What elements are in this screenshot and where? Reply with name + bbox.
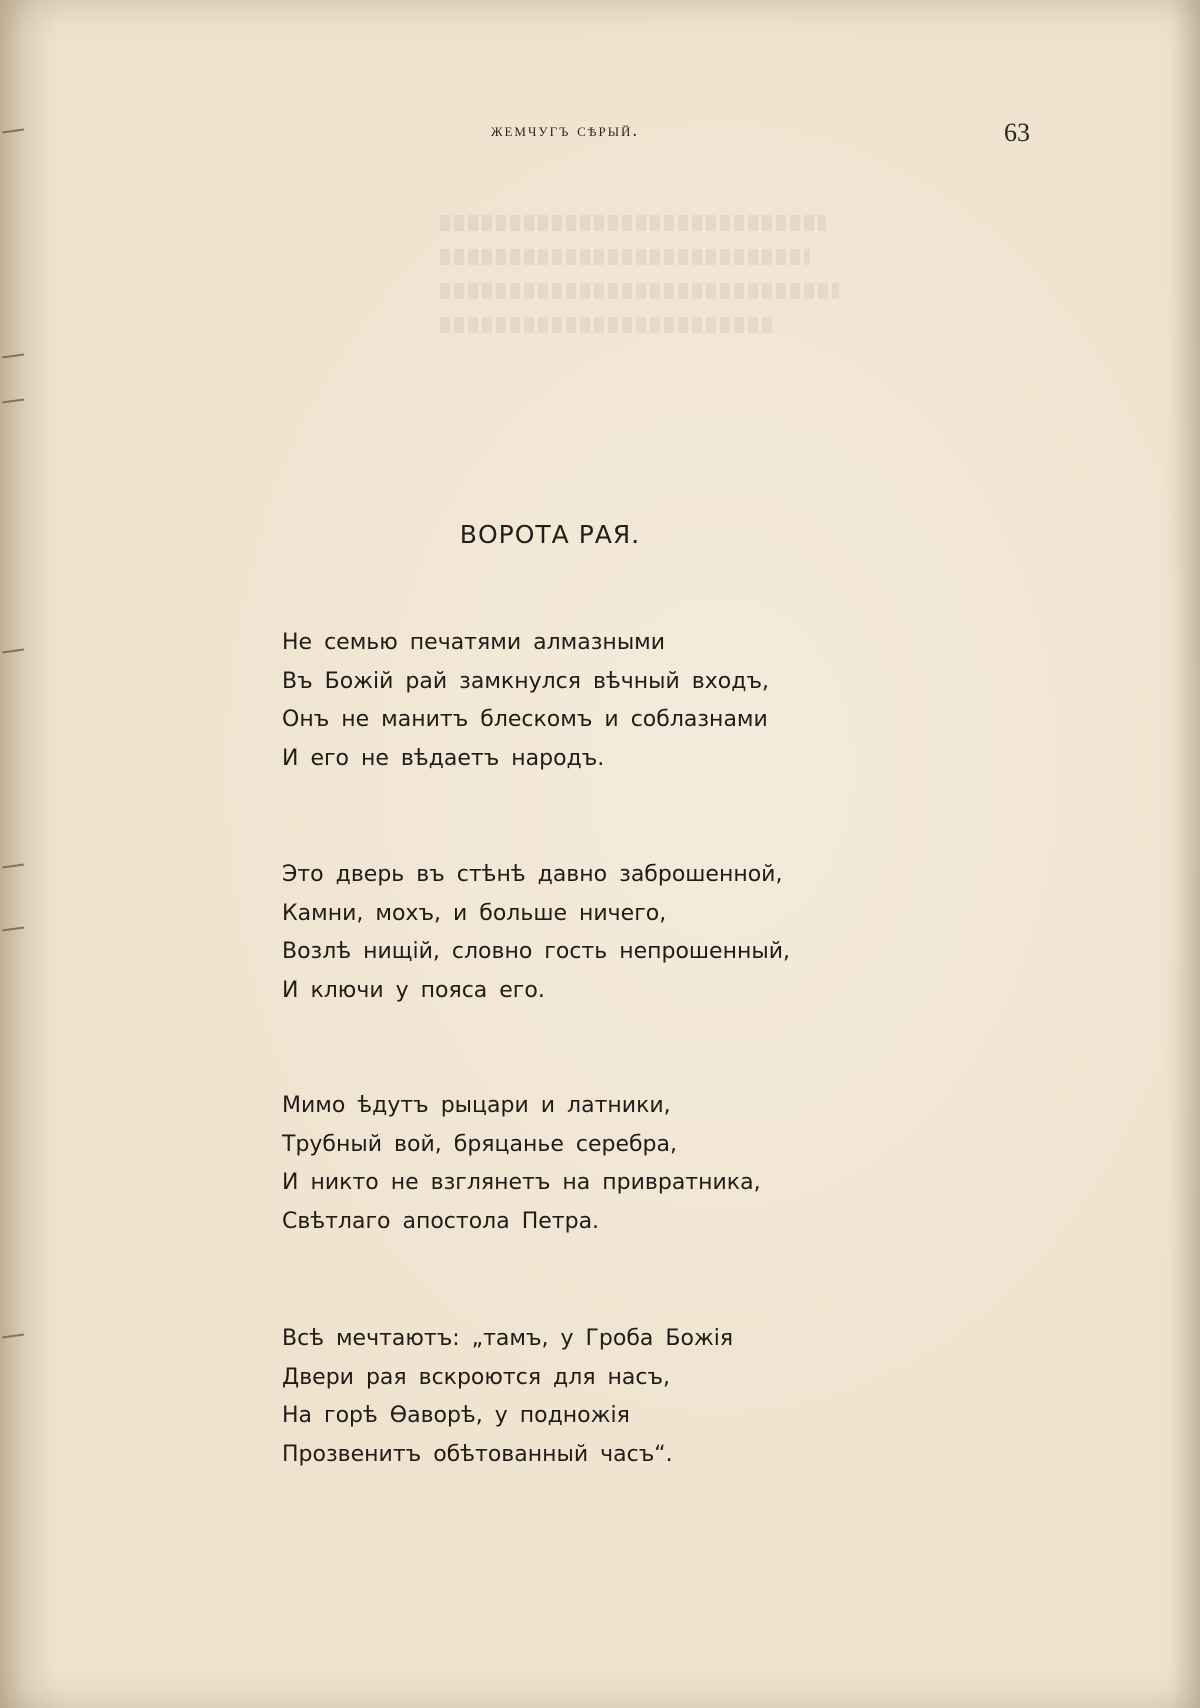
poem-line: Свѣтлаго апостола Петра.: [282, 1208, 600, 1234]
poem-line: Камни, мохъ, и больше ничего,: [282, 900, 667, 926]
poem-line: Это дверь въ стѣнѣ давно заброшенной,: [282, 862, 783, 887]
page-number: 63: [1004, 118, 1030, 147]
binding-stitch: [2, 398, 24, 403]
poem-line: Не семью печатями алмазными: [282, 630, 666, 655]
binding-stitch: [2, 648, 24, 653]
poem-line: Возлѣ нищій, словно гость непрошенный,: [282, 939, 791, 964]
poem-line: Онъ не манитъ блескомъ и соблазнами: [282, 707, 768, 732]
poem-line: Двери рая вскроются для насъ,: [282, 1364, 671, 1390]
stanza-2: [282, 856, 882, 1010]
binding-stitch: [2, 863, 24, 868]
stanza-1: [282, 624, 882, 778]
poem-line: Трубный вой, бряцанье серебра,: [282, 1131, 677, 1157]
poem-line: И ключи у пояса его.: [282, 977, 545, 1003]
binding-stitch: [2, 1333, 24, 1338]
poem-line: И его не вѣдаетъ народъ.: [282, 745, 605, 771]
poem-line: Въ Божій рай замкнулся вѣчный входъ,: [282, 668, 769, 694]
poem-line: Мимо ѣдутъ рыцари и латники,: [282, 1093, 671, 1118]
poem-line: На горѣ Ѳаворѣ, у подножія: [282, 1403, 630, 1428]
bleed-through-text: [440, 215, 860, 365]
binding-stitch: [2, 926, 24, 931]
stanza-3: [282, 1087, 882, 1241]
stanza-4: [282, 1320, 882, 1474]
poem-line: Всѣ мечтаютъ: „тамъ, у Гроба Божія: [282, 1326, 734, 1351]
poem-line: Прозвенитъ обѣтованный часъ“.: [282, 1441, 673, 1467]
poem-line: И никто не взглянетъ на привратника,: [282, 1170, 761, 1195]
binding-stitch: [2, 353, 24, 358]
running-header: жемчугъ сѣрый.: [490, 120, 640, 141]
poem-title: ВОРОТА РАЯ.: [459, 520, 641, 549]
binding-stitch: [2, 128, 24, 133]
